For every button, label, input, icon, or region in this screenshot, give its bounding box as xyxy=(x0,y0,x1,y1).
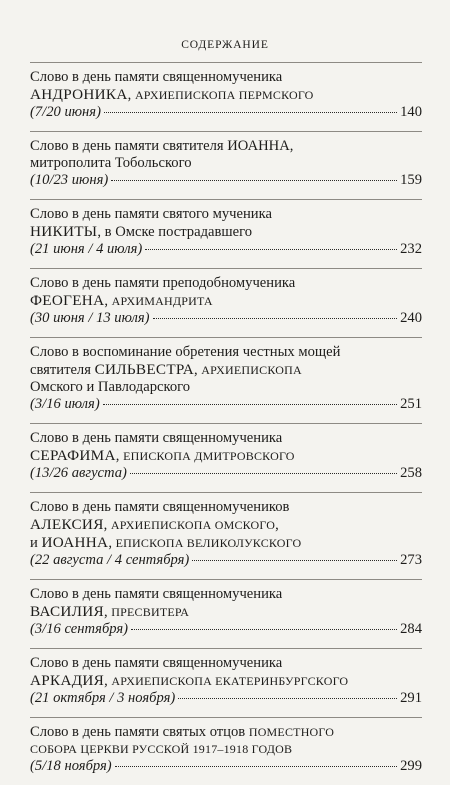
dot-leader xyxy=(104,112,397,113)
entry-title-line xyxy=(30,534,422,552)
feast-date: (7/20 июня) xyxy=(30,104,101,120)
entry-date-row xyxy=(30,552,422,569)
entry-title-line xyxy=(30,344,422,361)
title-text: , xyxy=(127,87,135,103)
entry-title-line xyxy=(30,586,422,603)
entry-title-line xyxy=(30,361,422,379)
entry-date-row xyxy=(30,241,422,258)
title-text: Слово в день памяти священномучеников xyxy=(30,499,290,515)
feast-date: (3/16 июля) xyxy=(30,396,100,412)
title-text: АРХИЕПИСКОПА ЕКАТЕРИНБУРГСКОГО xyxy=(111,674,349,688)
title-text: , xyxy=(275,517,279,533)
title-text: Слово в день памяти священномученика xyxy=(30,69,283,85)
title-text: ПОМЕСТНОГО xyxy=(248,725,335,739)
saint-name: АЛЕКСИЯ xyxy=(30,516,104,533)
saint-name: СЕРАФИМА xyxy=(30,447,116,464)
toc-heading: СОДЕРЖАНИЕ xyxy=(181,39,269,51)
title-text: Слово в день памяти святых отцов xyxy=(30,724,249,740)
title-text: митрополита Тобольского xyxy=(30,155,192,171)
entry-title-line xyxy=(30,379,422,396)
title-text: , xyxy=(108,535,116,551)
title-text: СОБОРА ЦЕРКВИ РУССКОЙ 1917–1918 ГОДОВ xyxy=(30,742,293,756)
toc-entry xyxy=(30,579,422,638)
title-text: АРХИЕПИСКОПА xyxy=(201,363,302,377)
title-text: АРХИЕПИСКОПА ПЕРМСКОГО xyxy=(134,88,314,102)
entry-title-line xyxy=(30,430,422,447)
saint-name: ВАСИЛИЯ xyxy=(30,603,104,620)
entry-title-line xyxy=(30,223,422,241)
dot-leader xyxy=(145,249,397,250)
entry-date-row xyxy=(30,172,422,189)
page-number: 291 xyxy=(400,690,422,706)
dot-leader xyxy=(178,698,397,699)
entry-separator xyxy=(30,648,422,649)
entry-title-line xyxy=(30,603,422,621)
entry-separator xyxy=(30,423,422,424)
dot-leader xyxy=(130,473,397,474)
entry-title-line xyxy=(30,206,422,223)
entry-date-row xyxy=(30,104,422,121)
title-text: Слово в воспоминание обретения честных мощей xyxy=(30,344,341,360)
dot-leader xyxy=(131,629,397,630)
entry-title-line xyxy=(30,155,422,172)
dot-leader xyxy=(103,404,397,405)
entry-separator xyxy=(30,492,422,493)
entry-title-line xyxy=(30,516,422,534)
title-text: Омского и Павлодарского xyxy=(30,379,191,395)
title-text: Слово в день памяти священномученика xyxy=(30,655,283,671)
title-text: , xyxy=(103,604,112,620)
entry-title-line xyxy=(30,447,422,465)
entry-date-row xyxy=(30,465,422,482)
saint-name: АРКАДИЯ xyxy=(30,672,105,689)
title-text: АРХИЕПИСКОПА ОМСКОГО xyxy=(110,518,276,532)
feast-date: (3/16 сентября) xyxy=(30,621,129,637)
toc-entry xyxy=(30,199,422,258)
entry-date-row xyxy=(30,758,422,775)
entry-date-row xyxy=(30,310,422,327)
entry-title-line xyxy=(30,86,422,104)
feast-date: (5/18 ноября) xyxy=(30,758,112,774)
page-number: 159 xyxy=(400,172,422,188)
title-text: ПРЕСВИТЕРА xyxy=(111,605,190,619)
title-text: , xyxy=(115,448,124,464)
entry-separator xyxy=(30,199,422,200)
title-text: Слово в день памяти преподобномученика xyxy=(30,275,296,291)
saint-name: СИЛЬВЕСТРА xyxy=(94,361,194,378)
title-text: Слово в день памяти священномученика xyxy=(30,586,283,602)
page-number: 140 xyxy=(400,104,422,120)
entry-date-row xyxy=(30,621,422,638)
dot-leader xyxy=(153,318,398,319)
page-number: 299 xyxy=(400,758,422,774)
toc-entry xyxy=(30,268,422,327)
title-text: ЕПИСКОПА ВЕЛИКОЛУКСКОГО xyxy=(115,536,302,550)
toc-entry xyxy=(30,337,422,413)
toc-entries xyxy=(30,62,422,785)
title-text: Слово в день памяти святого мученика xyxy=(30,206,272,222)
title-text: и xyxy=(30,535,42,551)
feast-date: (21 октября / 3 ноября) xyxy=(30,690,176,706)
page-number: 251 xyxy=(400,396,422,412)
entry-separator xyxy=(30,131,422,132)
title-text: Слово в день памяти святителя ИОАННА, xyxy=(30,138,294,154)
entry-title-line xyxy=(30,499,422,516)
entry-title-line xyxy=(30,655,422,672)
title-text: Слово в день памяти священномученика xyxy=(30,430,283,446)
saint-name: ФЕОГЕНА xyxy=(30,292,105,309)
entry-title-line xyxy=(30,672,422,690)
entry-title-line xyxy=(30,138,422,155)
entry-title-line xyxy=(30,292,422,310)
saint-name: НИКИТЫ xyxy=(30,223,98,240)
feast-date: (13/26 августа) xyxy=(30,465,127,481)
title-text: , в Омске пострадавшего xyxy=(97,224,253,240)
title-text: святителя xyxy=(30,362,95,378)
saint-name: АНДРОНИКА xyxy=(30,86,128,103)
toc-entry xyxy=(30,131,422,189)
toc-entry xyxy=(30,423,422,482)
title-text: , xyxy=(104,293,112,309)
feast-date: (21 июня / 4 июля) xyxy=(30,241,143,257)
feast-date: (10/23 июня) xyxy=(30,172,109,188)
saint-name: ИОАННА xyxy=(41,534,109,551)
entry-title-line xyxy=(30,724,422,741)
feast-date: (22 августа / 4 сентября) xyxy=(30,552,190,568)
dot-leader xyxy=(115,766,397,767)
dot-leader xyxy=(111,180,397,181)
toc-entry xyxy=(30,62,422,121)
title-text: , xyxy=(104,673,112,689)
entry-separator xyxy=(30,268,422,269)
page-number: 240 xyxy=(400,310,422,326)
page-number: 258 xyxy=(400,465,422,481)
dot-leader xyxy=(192,560,397,561)
page-number: 284 xyxy=(400,621,422,637)
entry-date-row xyxy=(30,396,422,413)
title-text: , xyxy=(103,517,111,533)
entry-separator xyxy=(30,579,422,580)
title-text: , xyxy=(193,362,202,378)
entry-separator xyxy=(30,337,422,338)
toc-entry xyxy=(30,492,422,569)
entry-title-line xyxy=(30,69,422,86)
toc-entry xyxy=(30,648,422,707)
title-text: ЕПИСКОПА ДМИТРОВСКОГО xyxy=(123,449,295,463)
entry-separator xyxy=(30,717,422,718)
page-number: 232 xyxy=(400,241,422,257)
feast-date: (30 июня / 13 июля) xyxy=(30,310,150,326)
title-text: АРХИМАНДРИТА xyxy=(111,294,213,308)
toc-entry xyxy=(30,717,422,775)
entry-date-row xyxy=(30,690,422,707)
page-number: 273 xyxy=(400,552,422,568)
entry-title-line xyxy=(30,275,422,292)
entry-separator xyxy=(30,62,422,63)
